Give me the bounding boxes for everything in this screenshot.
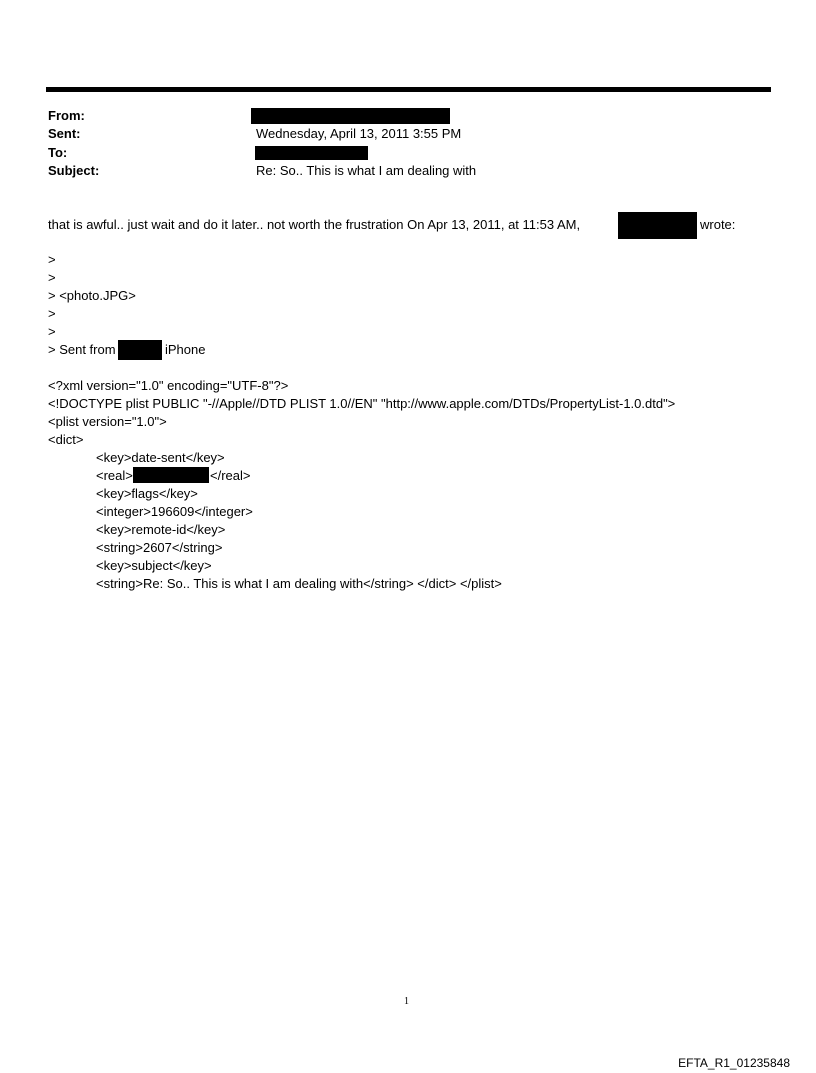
plist-open: <plist version="1.0"> xyxy=(48,414,167,429)
to-label: To: xyxy=(48,145,68,160)
dict-open: <dict> xyxy=(48,432,84,447)
redaction-from xyxy=(251,108,450,124)
redaction-sender xyxy=(618,212,697,239)
sent-from-suffix: iPhone xyxy=(165,342,206,357)
header-rule xyxy=(46,87,771,92)
sent-from-prefix: > Sent from xyxy=(48,342,116,357)
quoted-line: > xyxy=(48,270,56,285)
redaction-date-value xyxy=(133,467,209,483)
dict-key-date-sent: <key>date-sent</key> xyxy=(96,450,225,465)
quoted-line: > xyxy=(48,324,56,339)
sent-value: Wednesday, April 13, 2011 3:55 PM xyxy=(256,126,462,141)
reply-wrote: wrote: xyxy=(700,217,736,232)
from-label: From: xyxy=(48,108,85,123)
sent-label: Sent: xyxy=(48,126,81,141)
dict-key-remote-id: <key>remote-id</key> xyxy=(96,522,226,537)
bates-number: EFTA_R1_01235848 xyxy=(678,1056,790,1070)
dict-string-remote: <string>2607</string> xyxy=(96,540,223,555)
quoted-line: > <photo.JPG> xyxy=(48,288,136,303)
subject-value: Re: So.. This is what I am dealing with xyxy=(256,163,477,178)
dict-string-subject: <string>Re: So.. This is what I am dealing with</string> </dict> </plist> xyxy=(96,576,502,591)
dict-key-subject: <key>subject</key> xyxy=(96,558,212,573)
dict-real-close: </real> xyxy=(210,468,251,483)
quoted-line: > xyxy=(48,306,56,321)
redaction-device-owner xyxy=(118,340,162,360)
redaction-to xyxy=(255,146,368,160)
quoted-line: > xyxy=(48,252,56,267)
dict-integer: <integer>196609</integer> xyxy=(96,504,253,519)
doctype-line: <!DOCTYPE plist PUBLIC "-//Apple//DTD PLIST 1.0//EN" "http://www.apple.com/DTDs/PropertyList-1.0.dtd"> xyxy=(48,396,676,411)
dict-key-flags: <key>flags</key> xyxy=(96,486,198,501)
page-number: 1 xyxy=(404,996,409,1007)
dict-real-open: <real> xyxy=(96,468,133,483)
xml-declaration: <?xml version="1.0" encoding="UTF-8"?> xyxy=(48,378,289,393)
subject-label: Subject: xyxy=(48,163,100,178)
reply-text: that is awful.. just wait and do it later.. not worth the frustration On Apr 13, 2011, at 11:53 AM, xyxy=(48,217,581,232)
